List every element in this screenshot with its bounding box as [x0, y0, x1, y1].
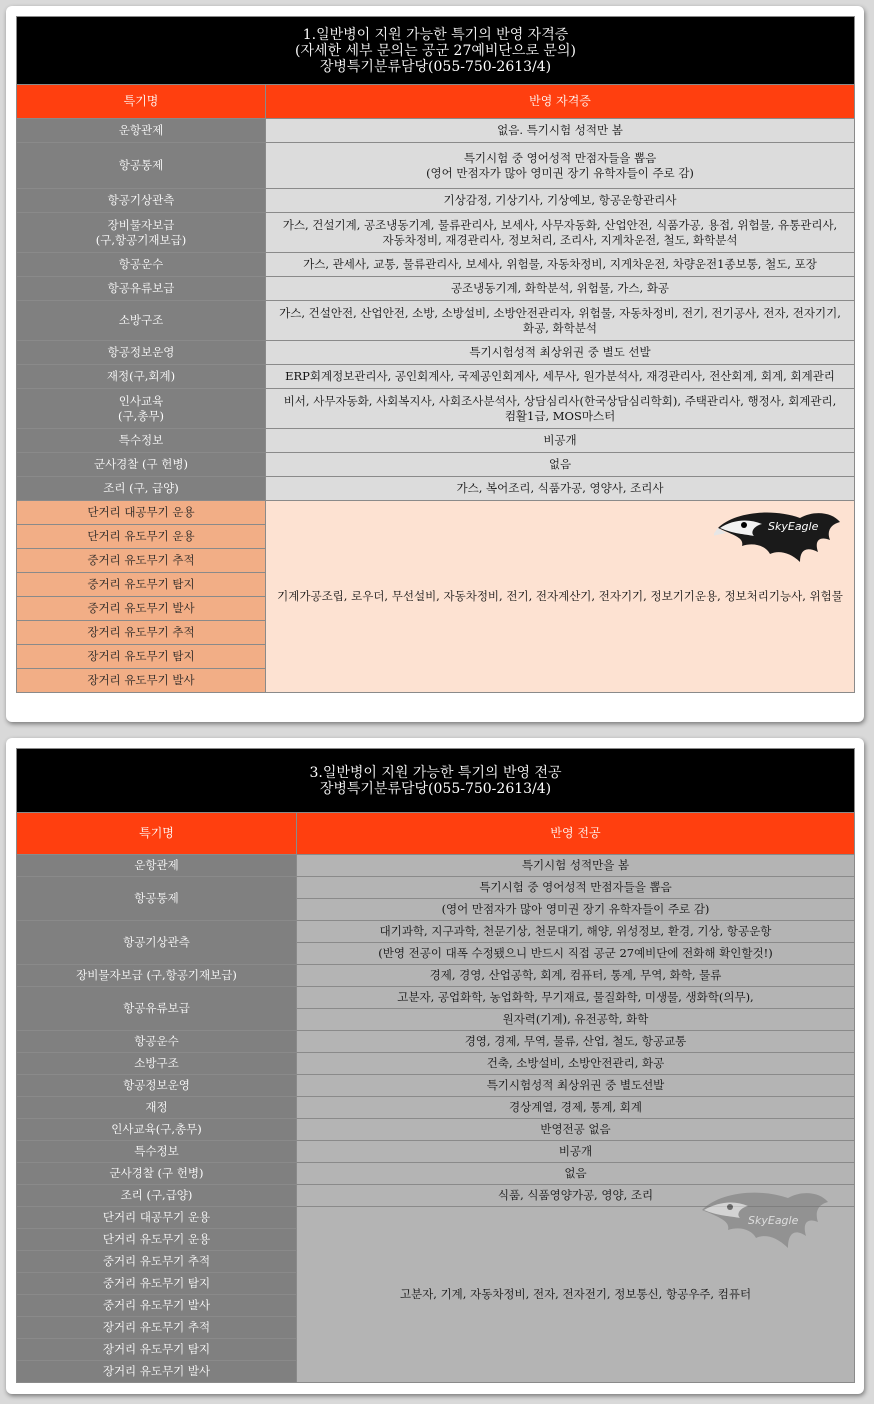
specialty-name — [17, 1251, 297, 1273]
watermark-text: SkyEagle — [768, 520, 819, 533]
major-line: 비공개 — [558, 1144, 593, 1158]
qualification-value — [266, 189, 855, 213]
specialty-name — [17, 645, 266, 669]
specialty-name — [17, 525, 266, 549]
table-row — [17, 277, 855, 301]
specialty-name — [17, 549, 266, 573]
table-row — [17, 429, 855, 453]
specialty-name-line: 항공유류보급 — [107, 281, 175, 295]
specialty-name — [17, 597, 266, 621]
specialty-name-line: 장거리 유도무기 추적 — [102, 1320, 211, 1334]
major-line: 대기과학, 지구과학, 천문기상, 천문대기, 해양, 위성정보, 환경, 기상, 항공운항 — [379, 924, 772, 938]
specialty-name — [17, 429, 266, 453]
table-row — [17, 189, 855, 213]
qualification-value — [266, 341, 855, 365]
specialty-name-line: 단거리 대공무기 운용 — [87, 505, 195, 519]
specialty-name-line: 항공정보운영 — [123, 1078, 190, 1092]
specialty-name — [17, 573, 266, 597]
qualification-line: 특기시험성적 최상위권 중 별도 선발 — [469, 345, 651, 359]
specialty-name — [17, 1075, 297, 1097]
qualification-line: 공조냉동기계, 화학분석, 위험물, 가스, 화공 — [450, 281, 670, 295]
table-title — [17, 749, 855, 813]
specialty-name-line: 항공기상관측 — [107, 193, 175, 207]
qualification-line: 비서, 사무자동화, 사회복지사, 사회조사분석사, 상담심리사(한국상담심리학회), 주택관리사, 행정사, 회계관리, — [283, 393, 837, 408]
specialty-name-line: 단거리 유도무기 운용 — [87, 529, 195, 543]
table-row — [17, 253, 855, 277]
header-label: 반영 자격증 — [529, 94, 591, 108]
specialty-name — [17, 253, 266, 277]
major-value — [297, 987, 855, 1009]
qualification-line: 가스, 관세사, 교통, 물류관리사, 보세사, 위험물, 자동차정비, 지게차운전, 차량운전1종보통, 철도, 포장 — [303, 257, 817, 271]
specialty-name-line: 항공통제 — [118, 158, 164, 172]
major-line: (반영 전공이 대폭 수정됐으니 반드시 직접 공군 27예비단에 전화해 확인할것!) — [378, 946, 773, 960]
qualification-value — [266, 429, 855, 453]
specialty-name — [17, 1141, 297, 1163]
major-line: 경영, 경제, 무역, 물류, 산업, 철도, 항공교통 — [464, 1034, 687, 1048]
eagle-watermark-icon — [714, 506, 842, 568]
major-line: 원자력(기계), 유전공학, 화학 — [502, 1012, 649, 1026]
specialty-name-line: 중거리 유도무기 발사 — [102, 1298, 211, 1312]
specialty-name-line: 군사경찰 (구 헌병) — [93, 457, 189, 471]
major-line: 특기시험 중 영어성적 만점자들을 뽑음 — [479, 880, 672, 894]
header-label: 반영 전공 — [550, 826, 601, 840]
specialty-name — [17, 477, 266, 501]
watermark-text: SkyEagle — [748, 1214, 799, 1227]
specialty-name — [17, 277, 266, 301]
specialty-name — [17, 921, 297, 965]
qualification-line: 컴활1급, MOS마스터 — [504, 408, 616, 423]
table-row — [17, 477, 855, 501]
specialty-name-line: 항공유류보급 — [123, 1001, 190, 1015]
specialty-name — [17, 1317, 297, 1339]
specialty-name — [17, 143, 266, 189]
specialty-name-line: 재정(구,회계) — [106, 369, 176, 383]
specialty-name-line: 장거리 유도무기 추적 — [87, 625, 195, 639]
qualification-card — [6, 6, 864, 722]
header-label: 특기명 — [139, 826, 174, 840]
major-value — [297, 1031, 855, 1053]
specialty-name — [17, 621, 266, 645]
specialty-name-line: 장비물자보급 (구,항공기재보급) — [76, 968, 237, 982]
qualification-value — [266, 119, 855, 143]
qualification-value — [266, 143, 855, 189]
specialty-name — [17, 669, 266, 693]
specialty-name — [17, 1207, 297, 1229]
specialty-name — [17, 877, 297, 921]
title-line: 장병특기분류담당(055-750-2613/4) — [319, 58, 552, 75]
major-value — [297, 1163, 855, 1185]
specialty-name-line: 소방구조 — [134, 1056, 179, 1070]
major-line: 고분자, 기계, 자동차정비, 전자, 전자전기, 정보통신, 항공우주, 컴퓨터 — [399, 1287, 752, 1301]
qualification-line: 없음 — [548, 457, 572, 471]
major-table — [16, 748, 855, 1383]
table-row — [17, 1053, 855, 1075]
major-value — [297, 921, 855, 943]
specialty-name-line: 단거리 대공무기 운용 — [102, 1210, 211, 1224]
table-row — [17, 1141, 855, 1163]
qualification-line: 가스, 건설안전, 산업안전, 소방, 소방설비, 소방안전관리자, 위험물, 자동차정비, 전기, 전기공사, 전자, 전자기기, — [279, 305, 841, 320]
table-row — [17, 1031, 855, 1053]
specialty-name-line: 조리 (구, 급양) — [103, 481, 179, 495]
table-row — [17, 855, 855, 877]
specialty-name — [17, 1119, 297, 1141]
table-row — [17, 213, 855, 253]
specialty-name-line: 중거리 유도무기 발사 — [87, 601, 195, 615]
table-row — [17, 877, 855, 899]
title-line: (자세한 세부 문의는 공군 27예비단으로 문의) — [295, 42, 576, 59]
specialty-name-line: 장비물자보급 — [107, 217, 175, 232]
specialty-name-line: 중거리 유도무기 추적 — [102, 1254, 211, 1268]
specialty-name-line: 인사교육(구,총무) — [111, 1122, 202, 1136]
specialty-name — [17, 365, 266, 389]
qualification-value — [266, 477, 855, 501]
major-line: 식품, 식품영양가공, 영양, 조리 — [497, 1188, 654, 1202]
major-line: (영어 만점자가 많아 영미권 장기 유학자들이 주로 감) — [441, 902, 710, 916]
qualification-value — [266, 253, 855, 277]
eagle-watermark-icon — [698, 1184, 830, 1254]
specialty-name — [17, 1031, 297, 1053]
specialty-name — [17, 1339, 297, 1361]
specialty-name — [17, 1097, 297, 1119]
specialty-name — [17, 1185, 297, 1207]
specialty-name-line: 운항관제 — [118, 123, 164, 137]
major-value — [297, 1009, 855, 1031]
qualification-value — [266, 277, 855, 301]
qualification-line: 비공개 — [543, 433, 577, 447]
specialty-name-line: 항공기상관측 — [123, 935, 190, 949]
table-row — [17, 1119, 855, 1141]
specialty-name — [17, 189, 266, 213]
major-value — [297, 877, 855, 899]
qualification-value — [266, 453, 855, 477]
major-card — [6, 738, 864, 1394]
qualification-line: (영어 만점자가 많아 영미권 장기 유학자들이 주로 감) — [426, 165, 694, 180]
major-value — [297, 1097, 855, 1119]
title-line: 1.일반병이 지원 가능한 특기의 반영 자격증 — [302, 26, 569, 43]
qualification-line: 기계가공조립, 로우더, 무선설비, 자동차정비, 전기, 전자계산기, 전자기기, 정보기기운용, 정보처리기능사, 위험물 — [277, 589, 843, 603]
specialty-name-line: 군사경찰 (구 헌병) — [109, 1166, 204, 1180]
major-line: 반영전공 없음 — [540, 1122, 611, 1136]
specialty-name-line: 항공통제 — [134, 891, 179, 905]
qualification-line: ERP회계정보관리사, 공인회계사, 국제공인회계사, 세무사, 원가분석사, 재경관리사, 전산회계, 회계, 회계관리 — [285, 369, 835, 383]
column-header-name — [17, 813, 297, 855]
table-row — [17, 965, 855, 987]
specialty-name-line: 재정 — [145, 1100, 168, 1114]
table-row — [17, 1075, 855, 1097]
table-title — [17, 17, 855, 85]
specialty-name — [17, 1273, 297, 1295]
qualification-line: 자동차정비, 재경관리사, 정보처리, 조리사, 지게차운전, 철도, 화학분석 — [382, 232, 738, 247]
major-value — [297, 1141, 855, 1163]
specialty-name-line: 장거리 유도무기 발사 — [102, 1364, 211, 1378]
specialty-name — [17, 341, 266, 365]
specialty-name — [17, 453, 266, 477]
table-row — [17, 921, 855, 943]
major-value — [297, 1053, 855, 1075]
qualification-table — [16, 16, 855, 693]
major-line: 특기시험 성적만을 봄 — [521, 858, 630, 872]
qualification-line: 가스, 복어조리, 식품가공, 영양사, 조리사 — [456, 481, 664, 495]
specialty-name-line: 항공운수 — [134, 1034, 179, 1048]
header-label: 특기명 — [123, 94, 159, 108]
qualification-value — [266, 365, 855, 389]
specialty-name-line: 특수정보 — [134, 1144, 179, 1158]
title-line: 3.일반병이 지원 가능한 특기의 반영 전공 — [309, 764, 562, 781]
specialty-name-line: 특수정보 — [118, 433, 164, 447]
specialty-name — [17, 855, 297, 877]
table-row — [17, 301, 855, 341]
table-row — [17, 987, 855, 1009]
specialty-name-line: 장거리 유도무기 탐지 — [102, 1342, 211, 1356]
table-row — [17, 1097, 855, 1119]
specialty-name — [17, 213, 266, 253]
table-row — [17, 389, 855, 429]
specialty-name — [17, 501, 266, 525]
specialty-name — [17, 301, 266, 341]
specialty-name-line: 장거리 유도무기 탐지 — [87, 649, 195, 663]
specialty-name-line: 장거리 유도무기 발사 — [87, 673, 195, 687]
major-line: 특기시험성적 최상위권 중 별도선발 — [486, 1078, 665, 1092]
major-value — [297, 1119, 855, 1141]
specialty-name-line: 항공정보운영 — [107, 345, 175, 359]
table-row — [17, 453, 855, 477]
specialty-name — [17, 1229, 297, 1251]
specialty-name-line: 중거리 유도무기 탐지 — [102, 1276, 211, 1290]
qualification-value — [266, 389, 855, 429]
specialty-name-line: 인사교육 — [118, 393, 164, 408]
major-line: 고분자, 공업화학, 농업화학, 무기재료, 물질화학, 미생물, 생화학(의무), — [397, 990, 754, 1004]
specialty-name — [17, 1361, 297, 1383]
specialty-name — [17, 1053, 297, 1075]
major-value — [297, 943, 855, 965]
specialty-name — [17, 389, 266, 429]
specialty-name — [17, 987, 297, 1031]
qualification-line: 특기시험 중 영어성적 만점자들을 뽑음 — [463, 150, 657, 165]
table-row — [17, 341, 855, 365]
major-line: 없음 — [564, 1166, 587, 1180]
specialty-name — [17, 119, 266, 143]
major-line: 건축, 소방설비, 소방안전관리, 화공 — [486, 1056, 665, 1070]
specialty-name-line: 중거리 유도무기 탐지 — [87, 577, 195, 591]
specialty-name-line: 중거리 유도무기 추적 — [87, 553, 195, 567]
qualification-line: 없음. 특기시험 성적만 봄 — [497, 123, 623, 137]
table-row — [17, 365, 855, 389]
specialty-name-line: 조리 (구,급양) — [120, 1188, 193, 1202]
qualification-value — [266, 213, 855, 253]
column-header-value — [266, 85, 855, 119]
specialty-name — [17, 1163, 297, 1185]
specialty-name-line: 항공운수 — [118, 257, 164, 271]
column-header-name — [17, 85, 266, 119]
qualification-line: 가스, 건설기계, 공조냉동기계, 물류관리사, 보세사, 사무자동화, 산업안전, 식품가공, 용접, 위험물, 유통관리사, — [282, 217, 838, 232]
qualification-line: 화공, 화학분석 — [523, 320, 597, 335]
specialty-name — [17, 965, 297, 987]
specialty-name-line: (구,항공기재보급) — [95, 232, 187, 247]
table-row — [17, 119, 855, 143]
specialty-name-line: 단거리 유도무기 운용 — [102, 1232, 211, 1246]
specialty-name-line: 소방구조 — [118, 313, 164, 327]
major-value — [297, 965, 855, 987]
qualification-value — [266, 301, 855, 341]
major-value — [297, 899, 855, 921]
major-line: 경상계열, 경제, 통계, 회계 — [508, 1100, 643, 1114]
column-header-value — [297, 813, 855, 855]
title-line: 장병특기분류담당(055-750-2613/4) — [319, 780, 552, 797]
specialty-name-line: (구,총무) — [118, 408, 164, 423]
qualification-line: 기상감정, 기상기사, 기상예보, 항공운항관리사 — [443, 193, 677, 207]
major-line: 경제, 경영, 산업공학, 회계, 컴퓨터, 통계, 무역, 화학, 물류 — [429, 968, 722, 982]
major-value — [297, 855, 855, 877]
table-row — [17, 143, 855, 189]
specialty-name — [17, 1295, 297, 1317]
table-row — [17, 1163, 855, 1185]
specialty-name-line: 운항관제 — [134, 858, 179, 872]
major-value — [297, 1075, 855, 1097]
